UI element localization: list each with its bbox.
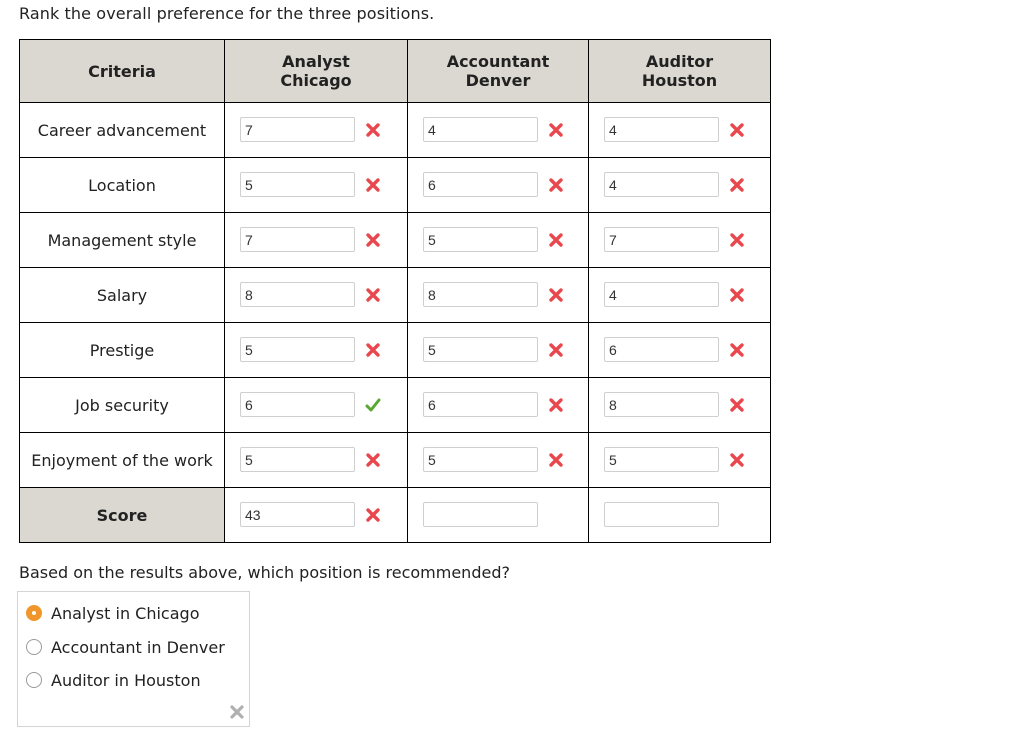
rank-input-accountant[interactable] — [423, 392, 538, 417]
rank-input-auditor[interactable] — [604, 172, 719, 197]
score-input-accountant[interactable] — [423, 502, 538, 527]
rank-input-auditor[interactable] — [604, 392, 719, 417]
wrong-x-icon — [365, 177, 381, 193]
table-row — [20, 323, 771, 378]
radio-auditor-houston[interactable] — [26, 672, 42, 688]
rank-input-auditor[interactable] — [604, 447, 719, 472]
rank-input-accountant[interactable] — [423, 337, 538, 362]
criteria-label: Career advancement — [20, 103, 225, 158]
score-label: Score — [20, 488, 225, 543]
wrong-x-icon — [729, 232, 745, 248]
criteria-label: Management style — [20, 213, 225, 268]
wrong-x-icon — [548, 232, 564, 248]
wrong-x-icon — [365, 232, 381, 248]
wrong-x-icon — [365, 507, 381, 523]
rank-cell-accountant — [408, 158, 589, 213]
score-cell-analyst — [225, 488, 408, 543]
rank-cell-analyst — [225, 323, 408, 378]
rank-cell-auditor — [589, 378, 771, 433]
rank-input-analyst[interactable] — [240, 282, 355, 307]
rank-input-auditor[interactable] — [604, 282, 719, 307]
rank-cell-accountant — [408, 213, 589, 268]
rank-input-analyst[interactable] — [240, 117, 355, 142]
score-input-auditor[interactable] — [604, 502, 719, 527]
table-header-row — [20, 40, 771, 103]
wrong-x-icon — [729, 122, 745, 138]
wrong-x-icon — [729, 452, 745, 468]
rank-input-auditor[interactable] — [604, 117, 719, 142]
score-input-analyst[interactable] — [240, 502, 355, 527]
rank-input-analyst[interactable] — [240, 392, 355, 417]
criteria-label: Job security — [20, 378, 225, 433]
rank-cell-auditor — [589, 213, 771, 268]
rank-cell-auditor — [589, 433, 771, 488]
rank-input-accountant[interactable] — [423, 282, 538, 307]
wrong-x-icon — [548, 397, 564, 413]
wrong-x-icon — [729, 397, 745, 413]
wrong-x-icon — [548, 287, 564, 303]
question-prompt: Rank the overall preference for the three positions. — [19, 4, 435, 23]
option-analyst-chicago[interactable] — [26, 603, 199, 623]
rank-cell-accountant — [408, 378, 589, 433]
rank-input-accountant[interactable] — [423, 117, 538, 142]
header-accountant-line2: Denver — [465, 71, 531, 90]
rank-cell-auditor — [589, 268, 771, 323]
criteria-label: Salary — [20, 268, 225, 323]
rank-input-analyst[interactable] — [240, 227, 355, 252]
rank-cell-analyst — [225, 378, 408, 433]
table-row — [20, 268, 771, 323]
table-row — [20, 103, 771, 158]
header-auditor-line1: Auditor — [645, 52, 714, 71]
radio-analyst-chicago[interactable] — [26, 605, 42, 621]
header-auditor-line2: Houston — [641, 71, 718, 90]
wrong-x-icon — [365, 122, 381, 138]
rank-cell-auditor — [589, 103, 771, 158]
option-label: Analyst in Chicago — [51, 603, 200, 623]
rank-input-auditor[interactable] — [604, 227, 719, 252]
rank-input-accountant[interactable] — [423, 227, 538, 252]
wrong-x-icon — [548, 122, 564, 138]
rank-cell-analyst — [225, 213, 408, 268]
rank-input-accountant[interactable] — [423, 172, 538, 197]
option-label: Accountant in Denver — [51, 637, 225, 657]
rank-cell-analyst — [225, 268, 408, 323]
header-criteria: Criteria — [20, 40, 225, 103]
wrong-x-icon — [548, 342, 564, 358]
option-auditor-houston[interactable] — [26, 670, 201, 690]
score-row — [20, 488, 771, 543]
rank-cell-analyst — [225, 103, 408, 158]
rank-cell-accountant — [408, 323, 589, 378]
score-cell-accountant — [408, 488, 589, 543]
recommendation-question: Based on the results above, which position is recommended? — [19, 563, 510, 582]
table-row — [20, 378, 771, 433]
wrong-x-icon — [729, 177, 745, 193]
option-label: Auditor in Houston — [51, 670, 201, 690]
criteria-label: Prestige — [20, 323, 225, 378]
header-accountant-denver — [408, 40, 589, 103]
option-accountant-denver[interactable] — [26, 637, 225, 657]
radio-accountant-denver[interactable] — [26, 639, 42, 655]
rank-cell-analyst — [225, 433, 408, 488]
header-auditor-houston — [589, 40, 771, 103]
wrong-x-icon — [365, 452, 381, 468]
header-analyst-line1: Analyst — [282, 52, 350, 71]
rank-cell-accountant — [408, 268, 589, 323]
score-cell-auditor — [589, 488, 771, 543]
rank-input-accountant[interactable] — [423, 447, 538, 472]
rank-cell-accountant — [408, 433, 589, 488]
correct-check-icon — [365, 397, 381, 413]
wrong-x-icon — [365, 342, 381, 358]
wrong-x-icon — [729, 342, 745, 358]
header-analyst-chicago — [225, 40, 408, 103]
rank-input-analyst[interactable] — [240, 337, 355, 362]
table-row — [20, 158, 771, 213]
wrong-x-icon — [729, 287, 745, 303]
header-accountant-line1: Accountant — [446, 52, 550, 71]
rank-input-auditor[interactable] — [604, 337, 719, 362]
criteria-label: Enjoyment of the work — [20, 433, 225, 488]
criteria-label: Location — [20, 158, 225, 213]
rank-cell-analyst — [225, 158, 408, 213]
header-analyst-line2: Chicago — [280, 71, 352, 90]
rank-cell-accountant — [408, 103, 589, 158]
table-row — [20, 433, 771, 488]
rank-cell-auditor — [589, 158, 771, 213]
table-row — [20, 213, 771, 268]
rank-input-analyst[interactable] — [240, 172, 355, 197]
ranking-table — [19, 39, 771, 543]
answer-wrong-icon — [229, 704, 245, 720]
rank-cell-auditor — [589, 323, 771, 378]
recommendation-options — [17, 591, 250, 727]
wrong-x-icon — [548, 177, 564, 193]
wrong-x-icon — [365, 287, 381, 303]
rank-input-analyst[interactable] — [240, 447, 355, 472]
wrong-x-icon — [548, 452, 564, 468]
